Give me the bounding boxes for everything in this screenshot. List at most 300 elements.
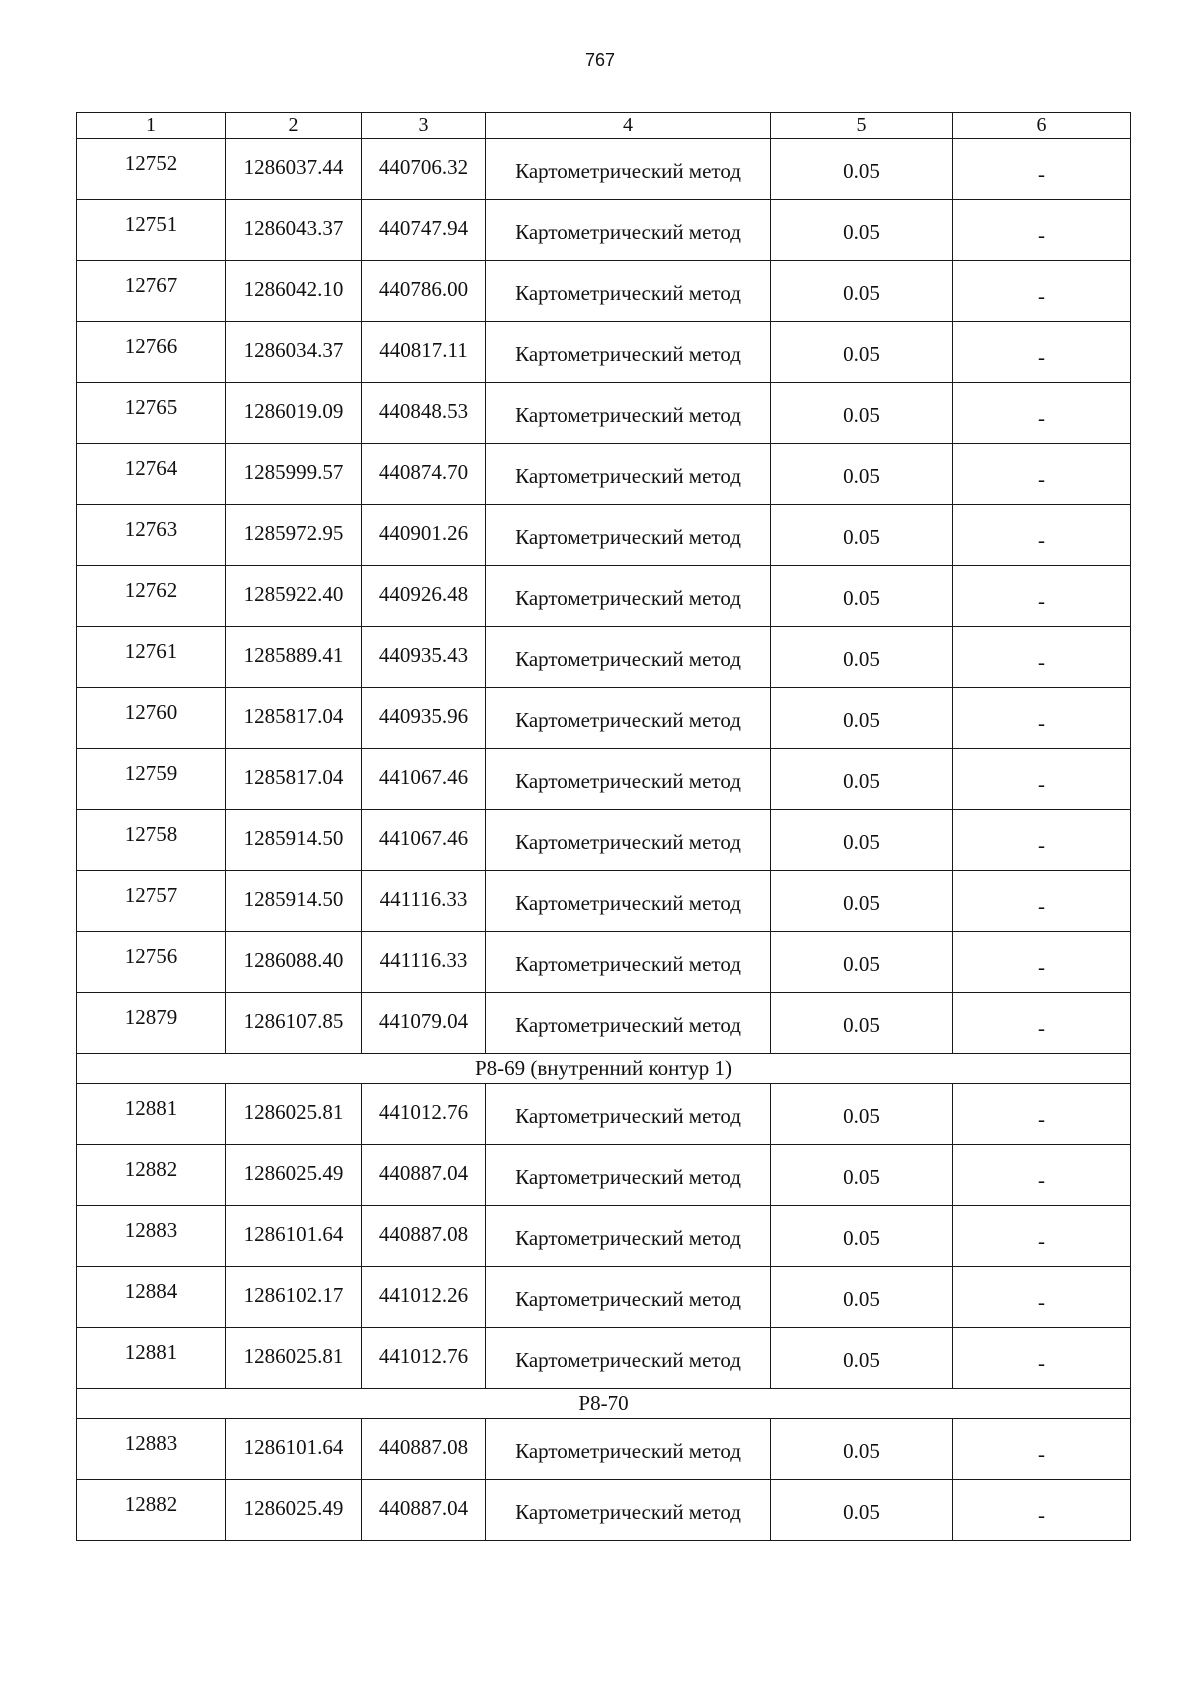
point-number-cell <box>77 1267 226 1328</box>
column-header-6: 6 <box>953 113 1131 139</box>
point-number-cell-text: 12760 <box>124 700 178 724</box>
method-cell-text: Картометрический метод <box>515 1500 741 1524</box>
accuracy-cell <box>771 200 953 261</box>
accuracy-cell <box>771 1328 953 1389</box>
point-number-cell-text: 12883 <box>124 1431 178 1455</box>
point-number-cell <box>77 1328 226 1389</box>
method-cell <box>486 627 771 688</box>
accuracy-cell-text: 0.05 <box>843 1348 880 1372</box>
x-coordinate-cell <box>226 566 362 627</box>
point-number-cell-text: 12883 <box>124 1218 178 1242</box>
y-coordinate-cell <box>362 749 486 810</box>
point-number-cell <box>77 1419 226 1480</box>
accuracy-cell-text: 0.05 <box>843 1104 880 1128</box>
accuracy-cell-text: 0.05 <box>843 830 880 854</box>
table-row <box>77 1084 1131 1145</box>
x-coordinate-cell-text: 1285817.04 <box>243 704 344 728</box>
note-cell <box>953 1206 1131 1267</box>
method-cell <box>486 200 771 261</box>
accuracy-cell <box>771 1419 953 1480</box>
note-cell-text: - <box>1038 1503 1045 1527</box>
note-cell-text: - <box>1038 162 1045 186</box>
point-number-cell <box>77 200 226 261</box>
accuracy-cell <box>771 810 953 871</box>
method-cell-text: Картометрический метод <box>515 342 741 366</box>
method-cell-text: Картометрический метод <box>515 1013 741 1037</box>
table-row <box>77 993 1131 1054</box>
point-number-cell <box>77 1206 226 1267</box>
y-coordinate-cell <box>362 993 486 1054</box>
table-row <box>77 322 1131 383</box>
accuracy-cell-text: 0.05 <box>843 647 880 671</box>
method-cell <box>486 444 771 505</box>
x-coordinate-cell <box>226 1084 362 1145</box>
x-coordinate-cell-text: 1286025.81 <box>243 1100 344 1124</box>
y-coordinate-cell-text: 441079.04 <box>378 1009 469 1033</box>
note-cell <box>953 566 1131 627</box>
method-cell-text: Картометрический метод <box>515 830 741 854</box>
point-number-cell-text: 12752 <box>124 151 178 175</box>
note-cell <box>953 1145 1131 1206</box>
table-row <box>77 261 1131 322</box>
method-cell-text: Картометрический метод <box>515 708 741 732</box>
method-cell-text: Картометрический метод <box>515 1287 741 1311</box>
accuracy-cell <box>771 383 953 444</box>
accuracy-cell <box>771 627 953 688</box>
x-coordinate-cell-text: 1285889.41 <box>243 643 344 667</box>
y-coordinate-cell <box>362 139 486 200</box>
point-number-cell-text: 12764 <box>124 456 178 480</box>
x-coordinate-cell-text: 1286034.37 <box>243 338 344 362</box>
point-number-cell-text: 12762 <box>124 578 178 602</box>
note-cell <box>953 1084 1131 1145</box>
method-cell-text: Картометрический метод <box>515 586 741 610</box>
point-number-cell <box>77 627 226 688</box>
x-coordinate-cell <box>226 932 362 993</box>
point-number-cell <box>77 322 226 383</box>
note-cell-text: - <box>1038 772 1045 796</box>
x-coordinate-cell <box>226 1419 362 1480</box>
section-title: Р8-70 <box>77 1389 1131 1419</box>
point-number-cell <box>77 810 226 871</box>
y-coordinate-cell <box>362 627 486 688</box>
point-number-cell-text: 12759 <box>124 761 178 785</box>
accuracy-cell-text: 0.05 <box>843 159 880 183</box>
x-coordinate-cell <box>226 383 362 444</box>
accuracy-cell-text: 0.05 <box>843 952 880 976</box>
method-cell-text: Картометрический метод <box>515 952 741 976</box>
column-header-4: 4 <box>486 113 771 139</box>
note-cell-text: - <box>1038 406 1045 430</box>
accuracy-cell <box>771 261 953 322</box>
note-cell <box>953 1267 1131 1328</box>
column-header-3: 3 <box>362 113 486 139</box>
table-row <box>77 1145 1131 1206</box>
x-coordinate-cell-text: 1286101.64 <box>243 1222 344 1246</box>
x-coordinate-cell-text: 1286102.17 <box>243 1283 344 1307</box>
point-number-cell <box>77 383 226 444</box>
x-coordinate-cell-text: 1286101.64 <box>243 1435 344 1459</box>
point-number-cell-text: 12758 <box>124 822 178 846</box>
note-cell-text: - <box>1038 223 1045 247</box>
x-coordinate-cell <box>226 1267 362 1328</box>
point-number-cell <box>77 932 226 993</box>
note-cell <box>953 627 1131 688</box>
x-coordinate-cell-text: 1285914.50 <box>243 826 344 850</box>
table-body <box>77 139 1131 1541</box>
accuracy-cell <box>771 871 953 932</box>
table-row <box>77 1328 1131 1389</box>
table-row <box>77 1206 1131 1267</box>
x-coordinate-cell <box>226 200 362 261</box>
note-cell <box>953 383 1131 444</box>
x-coordinate-cell <box>226 688 362 749</box>
method-cell <box>486 871 771 932</box>
method-cell-text: Картометрический метод <box>515 464 741 488</box>
accuracy-cell <box>771 322 953 383</box>
point-number-cell-text: 12757 <box>124 883 178 907</box>
note-cell <box>953 810 1131 871</box>
point-number-cell <box>77 1084 226 1145</box>
method-cell <box>486 688 771 749</box>
y-coordinate-cell-text: 441012.26 <box>378 1283 469 1307</box>
y-coordinate-cell-text: 441012.76 <box>378 1100 469 1124</box>
y-coordinate-cell-text: 440874.70 <box>378 460 469 484</box>
table-row <box>77 627 1131 688</box>
accuracy-cell-text: 0.05 <box>843 281 880 305</box>
method-cell <box>486 993 771 1054</box>
method-cell <box>486 932 771 993</box>
note-cell <box>953 322 1131 383</box>
accuracy-cell <box>771 1480 953 1541</box>
y-coordinate-cell-text: 440887.08 <box>378 1435 469 1459</box>
method-cell <box>486 505 771 566</box>
column-header-5: 5 <box>771 113 953 139</box>
note-cell-text: - <box>1038 1442 1045 1466</box>
note-cell-text: - <box>1038 284 1045 308</box>
note-cell-text: - <box>1038 1290 1045 1314</box>
note-cell-text: - <box>1038 650 1045 674</box>
y-coordinate-cell <box>362 261 486 322</box>
method-cell <box>486 1419 771 1480</box>
note-cell-text: - <box>1038 528 1045 552</box>
accuracy-cell-text: 0.05 <box>843 708 880 732</box>
x-coordinate-cell <box>226 444 362 505</box>
note-cell <box>953 200 1131 261</box>
column-header-1: 1 <box>77 113 226 139</box>
point-number-cell <box>77 871 226 932</box>
accuracy-cell <box>771 1206 953 1267</box>
note-cell-text: - <box>1038 1229 1045 1253</box>
y-coordinate-cell <box>362 566 486 627</box>
method-cell-text: Картометрический метод <box>515 403 741 427</box>
point-number-cell <box>77 1145 226 1206</box>
x-coordinate-cell-text: 1286025.81 <box>243 1344 344 1368</box>
accuracy-cell-text: 0.05 <box>843 1500 880 1524</box>
y-coordinate-cell-text: 441067.46 <box>378 765 469 789</box>
y-coordinate-cell-text: 440747.94 <box>378 216 469 240</box>
point-number-cell-text: 12882 <box>124 1157 178 1181</box>
y-coordinate-cell <box>362 1267 486 1328</box>
x-coordinate-cell <box>226 1206 362 1267</box>
section-title: Р8-69 (внутренний контур 1) <box>77 1054 1131 1084</box>
point-number-cell <box>77 993 226 1054</box>
y-coordinate-cell-text: 440887.04 <box>378 1496 469 1520</box>
y-coordinate-cell-text: 440786.00 <box>378 277 469 301</box>
x-coordinate-cell-text: 1285922.40 <box>243 582 344 606</box>
y-coordinate-cell-text: 440935.96 <box>378 704 469 728</box>
note-cell <box>953 688 1131 749</box>
accuracy-cell <box>771 505 953 566</box>
y-coordinate-cell-text: 441116.33 <box>379 948 468 972</box>
method-cell <box>486 810 771 871</box>
point-number-cell-text: 12881 <box>124 1340 178 1364</box>
method-cell <box>486 139 771 200</box>
method-cell <box>486 1206 771 1267</box>
x-coordinate-cell <box>226 871 362 932</box>
coordinates-table <box>76 112 1131 1541</box>
y-coordinate-cell-text: 440926.48 <box>378 582 469 606</box>
note-cell-text: - <box>1038 955 1045 979</box>
accuracy-cell <box>771 444 953 505</box>
x-coordinate-cell <box>226 322 362 383</box>
accuracy-cell <box>771 749 953 810</box>
point-number-cell-text: 12879 <box>124 1005 178 1029</box>
accuracy-cell-text: 0.05 <box>843 525 880 549</box>
method-cell-text: Картометрический метод <box>515 1104 741 1128</box>
method-cell <box>486 322 771 383</box>
y-coordinate-cell-text: 440848.53 <box>378 399 469 423</box>
point-number-cell-text: 12881 <box>124 1096 178 1120</box>
x-coordinate-cell-text: 1286042.10 <box>243 277 344 301</box>
point-number-cell <box>77 688 226 749</box>
table-row <box>77 139 1131 200</box>
method-cell <box>486 261 771 322</box>
x-coordinate-cell-text: 1286107.85 <box>243 1009 344 1033</box>
point-number-cell <box>77 749 226 810</box>
y-coordinate-cell-text: 441116.33 <box>379 887 468 911</box>
note-cell <box>953 1328 1131 1389</box>
method-cell-text: Картометрический метод <box>515 1439 741 1463</box>
page-number: 767 <box>584 50 616 70</box>
point-number-cell-text: 12766 <box>124 334 178 358</box>
method-cell <box>486 1084 771 1145</box>
note-cell-text: - <box>1038 467 1045 491</box>
x-coordinate-cell-text: 1286088.40 <box>243 948 344 972</box>
note-cell <box>953 932 1131 993</box>
y-coordinate-cell <box>362 322 486 383</box>
note-cell <box>953 505 1131 566</box>
method-cell-text: Картометрический метод <box>515 891 741 915</box>
y-coordinate-cell-text: 440935.43 <box>378 643 469 667</box>
accuracy-cell-text: 0.05 <box>843 464 880 488</box>
point-number-cell-text: 12765 <box>124 395 178 419</box>
accuracy-cell-text: 0.05 <box>843 1226 880 1250</box>
note-cell-text: - <box>1038 589 1045 613</box>
x-coordinate-cell-text: 1285817.04 <box>243 765 344 789</box>
x-coordinate-cell-text: 1286025.49 <box>243 1161 344 1185</box>
y-coordinate-cell-text: 440887.08 <box>378 1222 469 1246</box>
point-number-cell-text: 12884 <box>124 1279 178 1303</box>
x-coordinate-cell-text: 1285972.95 <box>243 521 344 545</box>
y-coordinate-cell <box>362 1145 486 1206</box>
method-cell <box>486 1328 771 1389</box>
point-number-cell <box>77 261 226 322</box>
accuracy-cell <box>771 1084 953 1145</box>
method-cell <box>486 566 771 627</box>
table-row <box>77 444 1131 505</box>
note-cell-text: - <box>1038 833 1045 857</box>
table-row <box>77 383 1131 444</box>
method-cell-text: Картометрический метод <box>515 159 741 183</box>
table-row <box>77 871 1131 932</box>
x-coordinate-cell <box>226 261 362 322</box>
accuracy-cell-text: 0.05 <box>843 403 880 427</box>
x-coordinate-cell-text: 1286037.44 <box>243 155 344 179</box>
y-coordinate-cell <box>362 871 486 932</box>
method-cell-text: Картометрический метод <box>515 647 741 671</box>
point-number-cell <box>77 505 226 566</box>
accuracy-cell-text: 0.05 <box>843 1165 880 1189</box>
y-coordinate-cell <box>362 810 486 871</box>
x-coordinate-cell <box>226 505 362 566</box>
method-cell-text: Картометрический метод <box>515 220 741 244</box>
x-coordinate-cell <box>226 139 362 200</box>
accuracy-cell-text: 0.05 <box>843 1013 880 1037</box>
method-cell <box>486 1480 771 1541</box>
note-cell-text: - <box>1038 345 1045 369</box>
table-row <box>77 1419 1131 1480</box>
note-cell <box>953 444 1131 505</box>
x-coordinate-cell <box>226 1480 362 1541</box>
column-header-2: 2 <box>226 113 362 139</box>
point-number-cell-text: 12761 <box>124 639 178 663</box>
accuracy-cell-text: 0.05 <box>843 769 880 793</box>
table-row <box>77 200 1131 261</box>
table-row <box>77 688 1131 749</box>
table-row <box>77 566 1131 627</box>
method-cell-text: Картометрический метод <box>515 1226 741 1250</box>
point-number-cell-text: 12756 <box>124 944 178 968</box>
y-coordinate-cell-text: 440706.32 <box>378 155 469 179</box>
note-cell <box>953 1419 1131 1480</box>
table-row <box>77 810 1131 871</box>
point-number-cell-text: 12767 <box>124 273 178 297</box>
accuracy-cell <box>771 932 953 993</box>
y-coordinate-cell <box>362 505 486 566</box>
table-row <box>77 749 1131 810</box>
accuracy-cell <box>771 1145 953 1206</box>
accuracy-cell-text: 0.05 <box>843 220 880 244</box>
y-coordinate-cell-text: 440817.11 <box>379 338 468 362</box>
method-cell-text: Картометрический метод <box>515 1165 741 1189</box>
point-number-cell-text: 12763 <box>124 517 178 541</box>
table-row <box>77 1267 1131 1328</box>
y-coordinate-cell-text: 441012.76 <box>378 1344 469 1368</box>
x-coordinate-cell <box>226 749 362 810</box>
note-cell <box>953 261 1131 322</box>
method-cell <box>486 383 771 444</box>
y-coordinate-cell-text: 441067.46 <box>378 826 469 850</box>
y-coordinate-cell <box>362 1419 486 1480</box>
point-number-cell <box>77 566 226 627</box>
point-number-cell <box>77 444 226 505</box>
x-coordinate-cell <box>226 993 362 1054</box>
x-coordinate-cell <box>226 1328 362 1389</box>
x-coordinate-cell <box>226 1145 362 1206</box>
note-cell-text: - <box>1038 1351 1045 1375</box>
method-cell <box>486 749 771 810</box>
point-number-cell-text: 12882 <box>124 1492 178 1516</box>
accuracy-cell <box>771 688 953 749</box>
x-coordinate-cell-text: 1286043.37 <box>243 216 344 240</box>
method-cell-text: Картометрический метод <box>515 1348 741 1372</box>
x-coordinate-cell-text: 1285914.50 <box>243 887 344 911</box>
y-coordinate-cell <box>362 383 486 444</box>
table-row <box>77 932 1131 993</box>
table-row <box>77 1480 1131 1541</box>
table-header-row <box>77 113 1131 139</box>
table-row <box>77 505 1131 566</box>
point-number-cell <box>77 1480 226 1541</box>
y-coordinate-cell <box>362 1206 486 1267</box>
y-coordinate-cell-text: 440901.26 <box>378 521 469 545</box>
note-cell-text: - <box>1038 1016 1045 1040</box>
x-coordinate-cell <box>226 810 362 871</box>
note-cell-text: - <box>1038 711 1045 735</box>
method-cell <box>486 1267 771 1328</box>
y-coordinate-cell <box>362 1084 486 1145</box>
x-coordinate-cell <box>226 627 362 688</box>
y-coordinate-cell <box>362 200 486 261</box>
note-cell <box>953 993 1131 1054</box>
accuracy-cell-text: 0.05 <box>843 1287 880 1311</box>
method-cell-text: Картометрический метод <box>515 281 741 305</box>
note-cell <box>953 1480 1131 1541</box>
method-cell-text: Картометрический метод <box>515 769 741 793</box>
y-coordinate-cell-text: 440887.04 <box>378 1161 469 1185</box>
note-cell-text: - <box>1038 1168 1045 1192</box>
method-cell <box>486 1145 771 1206</box>
y-coordinate-cell <box>362 444 486 505</box>
method-cell-text: Картометрический метод <box>515 525 741 549</box>
accuracy-cell-text: 0.05 <box>843 891 880 915</box>
y-coordinate-cell <box>362 688 486 749</box>
section-header-row <box>77 1054 1131 1084</box>
accuracy-cell <box>771 566 953 627</box>
accuracy-cell <box>771 139 953 200</box>
accuracy-cell-text: 0.05 <box>843 586 880 610</box>
note-cell <box>953 139 1131 200</box>
note-cell-text: - <box>1038 894 1045 918</box>
accuracy-cell <box>771 1267 953 1328</box>
note-cell <box>953 871 1131 932</box>
accuracy-cell <box>771 993 953 1054</box>
y-coordinate-cell <box>362 1480 486 1541</box>
x-coordinate-cell-text: 1286019.09 <box>243 399 344 423</box>
point-number-cell <box>77 139 226 200</box>
point-number-cell-text: 12751 <box>124 212 178 236</box>
accuracy-cell-text: 0.05 <box>843 342 880 366</box>
y-coordinate-cell <box>362 932 486 993</box>
note-cell-text: - <box>1038 1107 1045 1131</box>
x-coordinate-cell-text: 1286025.49 <box>243 1496 344 1520</box>
y-coordinate-cell <box>362 1328 486 1389</box>
section-header-row <box>77 1389 1131 1419</box>
accuracy-cell-text: 0.05 <box>843 1439 880 1463</box>
note-cell <box>953 749 1131 810</box>
x-coordinate-cell-text: 1285999.57 <box>243 460 344 484</box>
